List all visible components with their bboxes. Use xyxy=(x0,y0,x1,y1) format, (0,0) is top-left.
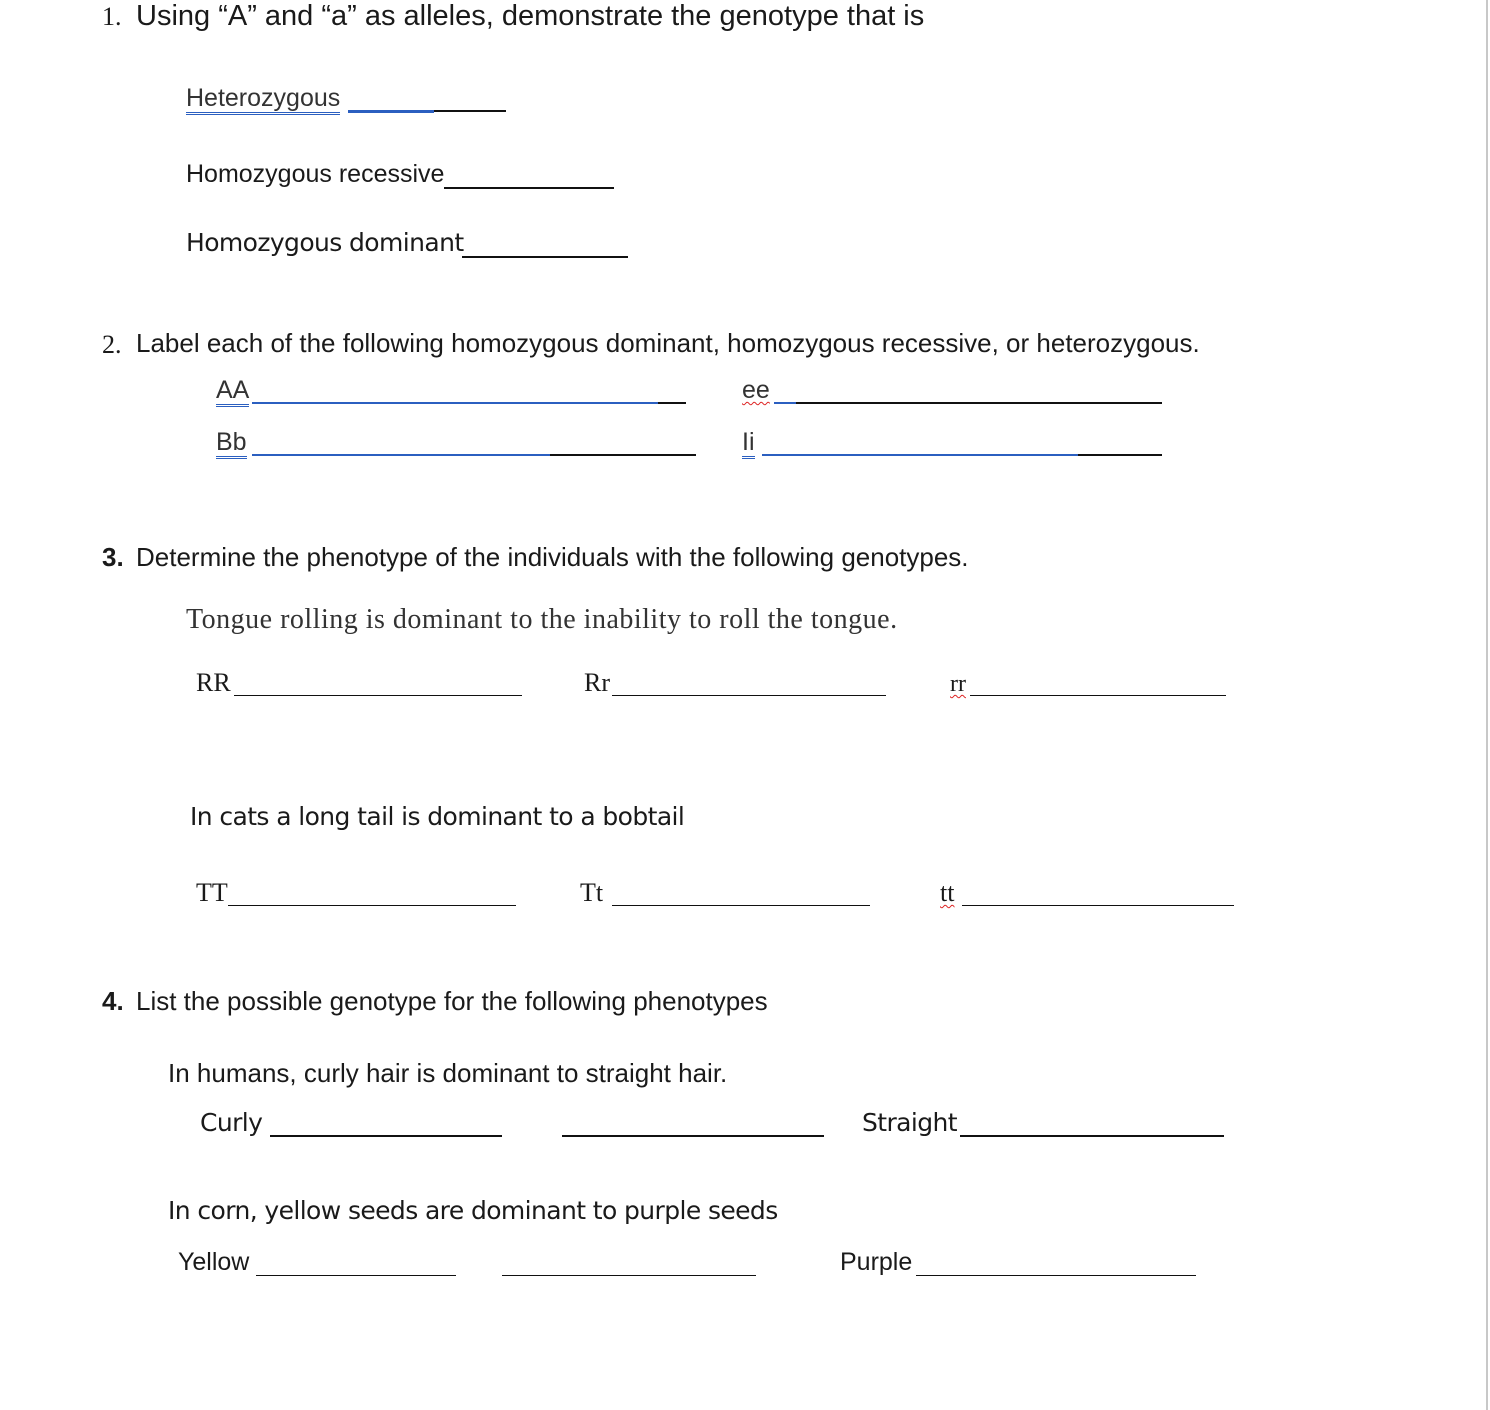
q1-homozygous-dominant-answer-line[interactable] xyxy=(462,256,628,258)
q3-prompt: Determine the phenotype of the individuals with the following genotypes. xyxy=(136,542,969,572)
q2-genotype-ee: ee xyxy=(742,376,770,404)
q3-genotype-rr: rr xyxy=(950,671,966,697)
q4-hair-statement: In humans, curly hair is dominant to straight hair. xyxy=(168,1058,728,1088)
q4-number: 4. xyxy=(102,986,124,1016)
q4-purple-answer-line[interactable] xyxy=(916,1275,1196,1276)
q1-homozygous-recessive-answer-line[interactable] xyxy=(444,187,614,189)
q3-tongue-statement: Tongue rolling is dominant to the inability to roll the tongue. xyxy=(186,604,898,635)
q1-number: 1. xyxy=(102,2,122,31)
q4-straight-answer-line[interactable] xyxy=(960,1135,1224,1137)
q4-label-curly: Curly xyxy=(200,1108,263,1137)
q4-label-yellow: Yellow xyxy=(178,1248,250,1276)
q2-Ii-blue-line xyxy=(762,454,1078,456)
page-edge xyxy=(1486,0,1488,1410)
q3-genotype-RR: RR xyxy=(196,668,231,697)
q3-cats-statement: In cats a long tail is dominant to a bobtail xyxy=(190,802,685,831)
q4-prompt: List the possible genotype for the following phenotypes xyxy=(136,986,768,1016)
q2-Ii-answer-line[interactable] xyxy=(1078,454,1162,456)
q3-genotype-Tt: Tt xyxy=(580,878,604,907)
q4-curly-answer-line-1[interactable] xyxy=(270,1135,502,1137)
q3-genotype-tt: tt xyxy=(940,878,955,907)
q1-heterozygous-blue-underline xyxy=(348,110,434,113)
q1-item-homozygous-dominant: Homozygous dominant xyxy=(186,228,464,257)
q2-AA-blue-line xyxy=(252,402,658,404)
q2-ee-answer-line[interactable] xyxy=(796,402,1162,404)
q2-prompt: Label each of the following homozygous dominant, homozygous recessive, or heterozygous. xyxy=(136,328,1200,358)
q4-curly-answer-line-2[interactable] xyxy=(562,1135,824,1137)
q2-genotype-AA: AA xyxy=(216,378,249,403)
q2-ee-blue-line xyxy=(774,402,796,404)
q2-Bb-answer-line[interactable] xyxy=(550,454,696,456)
q2-genotype-Bb: Bb xyxy=(216,430,247,455)
q1-item-homozygous-recessive: Homozygous recessive xyxy=(186,160,445,188)
q3-Rr-answer-line[interactable] xyxy=(612,695,886,696)
q3-genotype-TT: TT xyxy=(196,878,228,907)
q2-Bb-blue-line xyxy=(252,454,550,456)
q2-number: 2. xyxy=(102,330,122,359)
q4-label-straight: Straight xyxy=(862,1108,957,1137)
q3-tt-answer-line[interactable] xyxy=(962,905,1234,906)
q3-rr-answer-line[interactable] xyxy=(970,695,1226,696)
q4-yellow-answer-line-2[interactable] xyxy=(502,1275,756,1276)
q1-heterozygous-answer-line[interactable] xyxy=(434,110,506,112)
q4-yellow-answer-line-1[interactable] xyxy=(256,1275,456,1276)
q3-number: 3. xyxy=(102,542,124,572)
q3-Tt-answer-line[interactable] xyxy=(612,905,870,906)
q1-prompt: Using “A” and “a” as alleles, demonstrate the genotype that is xyxy=(136,0,925,32)
q3-genotype-Rr: Rr xyxy=(584,668,610,697)
q3-TT-answer-line[interactable] xyxy=(228,905,516,906)
q4-corn-statement: In corn, yellow seeds are dominant to purple seeds xyxy=(168,1196,778,1225)
q4-label-purple: Purple xyxy=(840,1248,913,1276)
q1-item-heterozygous: Heterozygous xyxy=(186,86,340,111)
q2-AA-answer-line[interactable] xyxy=(658,402,686,404)
q3-RR-answer-line[interactable] xyxy=(234,695,522,696)
q2-genotype-Ii: Ii xyxy=(742,430,755,455)
